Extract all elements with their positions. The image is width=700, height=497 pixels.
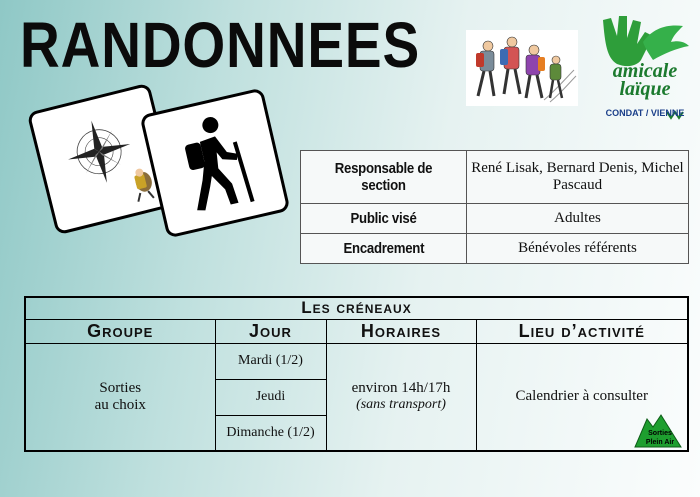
logo-line1: amicale (612, 60, 678, 82)
horaires-text: environ 14h/17h (351, 380, 451, 397)
badge-line1: Sorties (648, 430, 672, 437)
schedule-table (24, 296, 689, 452)
badge-line2: Plein Air (645, 439, 675, 446)
page-title: RANDONNEES (20, 9, 421, 81)
table-row (301, 204, 689, 234)
sorties-plein-air-badge (633, 413, 683, 449)
day-cell: Dimanche (1/2) (215, 415, 326, 451)
hikers-illustration (466, 30, 578, 106)
header-groupe: Groupe (25, 319, 215, 343)
horaires-note: (sans transport) (356, 397, 446, 413)
info-value: Bénévoles référents (467, 234, 689, 264)
groupe-line2: au choix (94, 396, 146, 413)
header-jour: Jour (215, 319, 326, 343)
table-row (301, 234, 689, 264)
day-cell: Mardi (1/2) (215, 343, 326, 379)
table-header-row (25, 319, 688, 343)
lieu-text: Calendrier à consulter (515, 388, 648, 405)
day-cell: Jeudi (215, 379, 326, 415)
label-text: Public visé (350, 210, 417, 228)
table-row (301, 151, 689, 204)
table-caption-row (25, 297, 688, 319)
groupe-cell (25, 343, 215, 451)
horaires-cell (326, 343, 476, 451)
hiker-card (139, 87, 290, 238)
logo-name (605, 62, 685, 98)
groupe-line1: Sorties (99, 379, 142, 396)
section-info-table (300, 150, 689, 264)
label-text: Responsable de section (334, 160, 433, 195)
header-horaires: Horaires (326, 319, 476, 343)
info-label (301, 234, 467, 264)
info-value: René Lisak, Bernard Denis, Michel Pascaud (467, 151, 689, 204)
info-label (301, 204, 467, 234)
hiker-icon (143, 91, 287, 235)
label-text: Encadrement (343, 240, 424, 258)
info-value: Adultes (467, 204, 689, 234)
table-row (25, 343, 688, 379)
logo-line2: laïque (619, 78, 671, 100)
logo-subtitle: CONDAT / VIENNE (605, 108, 685, 118)
info-label (301, 151, 467, 204)
header-lieu: Lieu d’activité (476, 319, 688, 343)
schedule-caption: Les créneaux (25, 297, 688, 319)
